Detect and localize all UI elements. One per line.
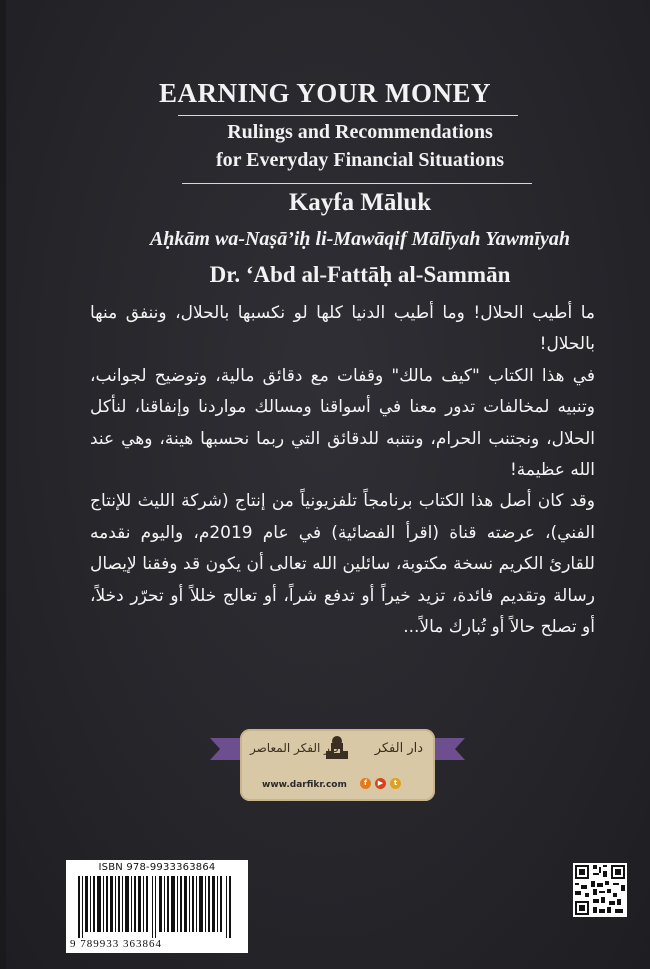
isbn-label: ISBN 978-9933363864 <box>98 862 216 873</box>
blurb-paragraph-2: في هذا الكتاب "كيف مالك" وقفات مع دقائق مالية، وتوضيح لجوانب، وتنبيه لمخالفات تدور معنا في أسواقنا ومسالك مواردنا وإنفاقنا، لنأكل الحلال، ونجتنب الحرام، ونتنبه للدقائق التي ربما نحسبها هينة، وهي عند الله عظيمة! <box>90 365 595 481</box>
twitter-icon: t <box>390 778 401 789</box>
arabic-title-transliteration: Kayfa Māluk <box>288 189 432 216</box>
arabic-blurb <box>90 298 595 643</box>
subtitle-line-2: for Everyday Financial Situations <box>216 149 504 171</box>
subtitle-divider <box>182 183 532 184</box>
isbn-barcode <box>66 860 248 953</box>
blurb-paragraph-3: وقد كان أصل هذا الكتاب برنامجاً تلفزيونياً من إنتاج (شركة الليث للإنتاج الفني)، عرضته قناة (اقرأ الفضائية) في عام 2019م، واليوم نقدمه للقارئ الكريم نسخة مكتوبة، سائلين الله تعالى أن يكون قد وفقنا لإيصال رسالة وتقديم فائدة، تزيد خيراً أو تدفع شراً، أو تعالج خللاً أو تحرّر دخلاً، أو تصلح حالاً أو تُبارك مالاً... <box>90 491 595 638</box>
youtube-icon: ▶ <box>375 778 386 789</box>
arabic-subtitle-transliteration: Aḥkām wa-Naṣā’iḥ li-Mawāqif Mālīyah Yawmīyah <box>149 228 571 250</box>
subtitle-line-1: Rulings and Recommendations <box>227 121 493 143</box>
spine-edge <box>0 0 6 969</box>
facebook-icon: f <box>360 778 371 789</box>
social-icons <box>360 778 401 789</box>
qr-code-icon <box>573 863 627 917</box>
publisher-url: www.darfikr.com <box>262 780 347 790</box>
barcode-icon <box>76 876 238 938</box>
title-divider <box>178 115 518 116</box>
publisher-name-contemporary: دار الفكر المعاصر <box>250 741 339 755</box>
isbn-digits: 9 789933 363864 <box>70 938 162 950</box>
blurb-paragraph-1: ما أطيب الحلال! وما أطيب الدنيا كلها لو نكسبها بالحلال، وننفق منها بالحلال! <box>90 303 595 355</box>
publisher-name: دار الفكر <box>374 741 423 756</box>
author-name: Dr. ‘Abd al-Fattāḥ al-Sammān <box>209 262 511 287</box>
book-title: EARNING YOUR MONEY <box>159 78 491 108</box>
publisher-badge <box>240 729 435 801</box>
